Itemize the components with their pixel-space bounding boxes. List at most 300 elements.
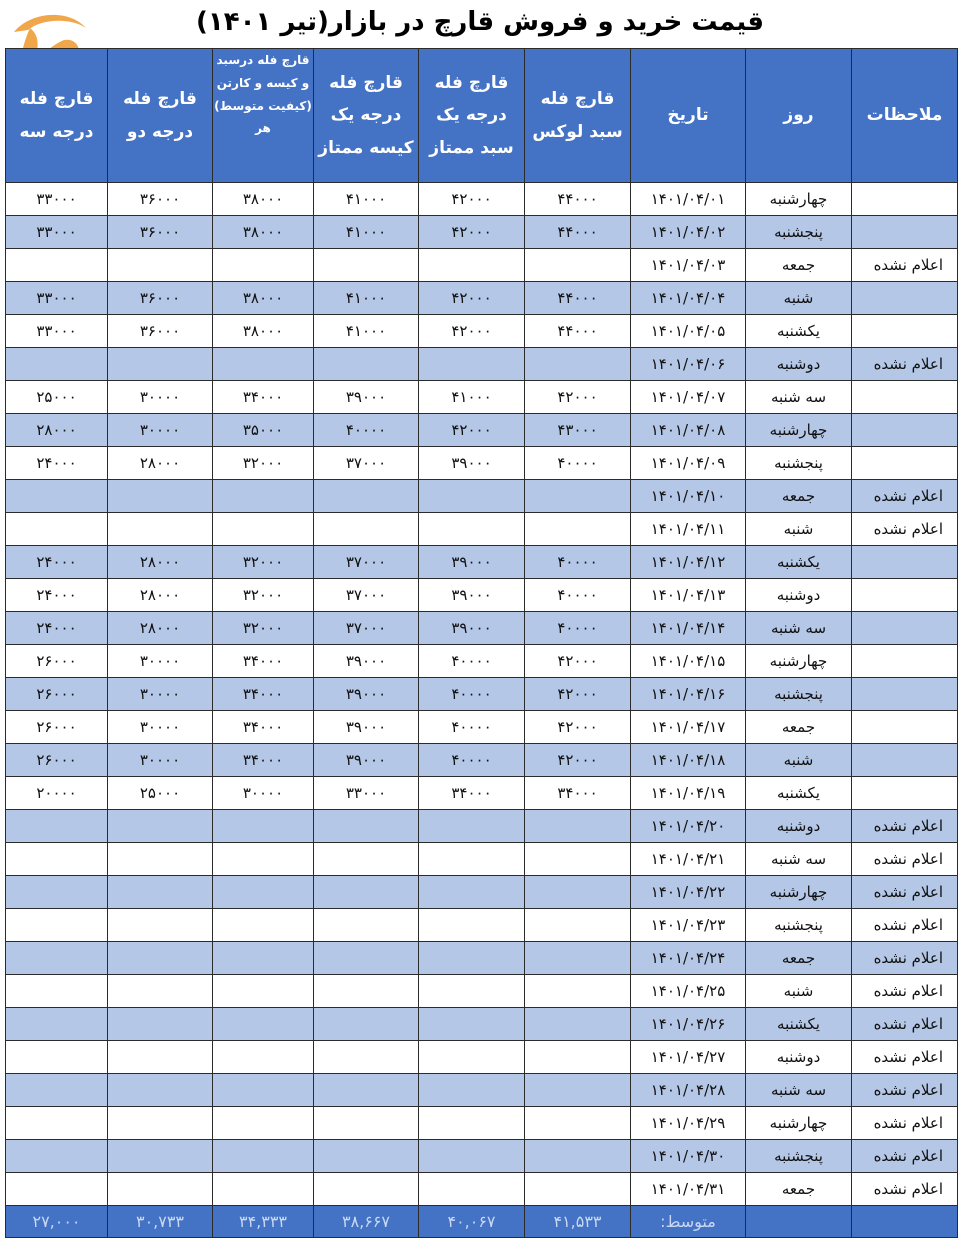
price-grade1-basket [419,1107,525,1140]
day-cell: جمعه [746,249,852,282]
price-grade2: ۳۶۰۰۰ [108,282,213,315]
date-cell: ۱۴۰۱/۰۴/۲۸ [631,1074,746,1107]
price-grade1-basket [419,975,525,1008]
price-grade3: ۲۶۰۰۰ [6,645,108,678]
table-row [6,447,958,480]
day-cell: سه شنبه [746,843,852,876]
price-grade1-bag [314,942,419,975]
price-medium-quality [213,1074,314,1107]
day-cell: شنبه [746,975,852,1008]
day-cell: پنجشنبه [746,678,852,711]
average-grade1-basket: ۴۰,۰۶۷ [419,1206,525,1238]
price-grade3 [6,1041,108,1074]
price-grade1-bag: ۳۷۰۰۰ [314,447,419,480]
price-medium-quality [213,513,314,546]
price-grade2: ۳۰۰۰۰ [108,678,213,711]
price-grade1-basket: ۴۰۰۰۰ [419,744,525,777]
price-grade3: ۳۳۰۰۰ [6,282,108,315]
price-grade1-basket: ۳۹۰۰۰ [419,546,525,579]
date-cell: ۱۴۰۱/۰۴/۱۶ [631,678,746,711]
price-lux-basket [525,348,631,381]
note-cell [852,282,958,315]
price-grade2 [108,249,213,282]
day-cell: پنجشنبه [746,1140,852,1173]
price-grade1-basket [419,810,525,843]
price-grade3 [6,876,108,909]
price-grade1-bag: ۴۱۰۰۰ [314,282,419,315]
table-row [6,216,958,249]
price-lux-basket: ۴۴۰۰۰ [525,183,631,216]
price-lux-basket: ۴۲۰۰۰ [525,744,631,777]
price-grade1-basket: ۴۲۰۰۰ [419,414,525,447]
date-cell: ۱۴۰۱/۰۴/۰۹ [631,447,746,480]
price-medium-quality [213,843,314,876]
date-cell: ۱۴۰۱/۰۴/۰۶ [631,348,746,381]
price-grade1-basket: ۳۹۰۰۰ [419,447,525,480]
price-grade1-bag: ۴۰۰۰۰ [314,414,419,447]
date-cell: ۱۴۰۱/۰۴/۰۳ [631,249,746,282]
day-cell: چهارشنبه [746,1107,852,1140]
price-grade2 [108,1140,213,1173]
day-cell: شنبه [746,513,852,546]
price-grade3 [6,1140,108,1173]
price-grade3: ۲۸۰۰۰ [6,414,108,447]
price-grade2: ۳۰۰۰۰ [108,711,213,744]
day-cell: پنجشنبه [746,447,852,480]
table-row [6,909,958,942]
price-lux-basket [525,810,631,843]
day-cell: دوشنبه [746,1041,852,1074]
date-cell: ۱۴۰۱/۰۴/۱۰ [631,480,746,513]
price-lux-basket [525,480,631,513]
table-row [6,249,958,282]
price-medium-quality: ۳۴۰۰۰ [213,678,314,711]
price-lux-basket: ۴۲۰۰۰ [525,711,631,744]
price-medium-quality: ۳۸۰۰۰ [213,216,314,249]
note-cell [852,744,958,777]
price-grade3 [6,942,108,975]
note-cell: اعلام نشده [852,1107,958,1140]
day-cell: سه شنبه [746,1074,852,1107]
date-cell: ۱۴۰۱/۰۴/۱۵ [631,645,746,678]
price-grade1-basket [419,909,525,942]
note-cell: اعلام نشده [852,480,958,513]
table-row [6,1173,958,1206]
price-grade1-bag [314,876,419,909]
price-lux-basket: ۴۴۰۰۰ [525,315,631,348]
price-lux-basket [525,975,631,1008]
price-grade2 [108,909,213,942]
price-medium-quality [213,249,314,282]
note-cell: اعلام نشده [852,513,958,546]
price-lux-basket: ۴۴۰۰۰ [525,282,631,315]
date-cell: ۱۴۰۱/۰۴/۱۳ [631,579,746,612]
day-cell: یکشنبه [746,315,852,348]
price-lux-basket: ۴۳۰۰۰ [525,414,631,447]
price-lux-basket: ۴۴۰۰۰ [525,216,631,249]
price-grade1-basket: ۴۲۰۰۰ [419,315,525,348]
date-cell: ۱۴۰۱/۰۴/۲۶ [631,1008,746,1041]
price-grade2: ۳۰۰۰۰ [108,744,213,777]
table-row [6,546,958,579]
price-medium-quality [213,876,314,909]
note-cell [852,645,958,678]
price-medium-quality: ۳۲۰۰۰ [213,546,314,579]
price-grade1-bag: ۳۷۰۰۰ [314,579,419,612]
price-grade1-bag: ۴۱۰۰۰ [314,216,419,249]
col-header-grade1-basket: قارچ فله درجه یک سبد ممتاز [419,49,525,183]
price-grade1-basket [419,942,525,975]
table-row [6,1140,958,1173]
note-cell [852,216,958,249]
price-grade3 [6,843,108,876]
average-label: متوسط: [631,1206,746,1238]
price-grade1-bag [314,1041,419,1074]
date-cell: ۱۴۰۱/۰۴/۲۴ [631,942,746,975]
price-grade3: ۲۶۰۰۰ [6,711,108,744]
price-grade3 [6,348,108,381]
price-lux-basket: ۴۰۰۰۰ [525,612,631,645]
note-cell: اعلام نشده [852,942,958,975]
price-medium-quality: ۳۴۰۰۰ [213,744,314,777]
price-grade1-basket [419,1008,525,1041]
price-grade3: ۲۰۰۰۰ [6,777,108,810]
date-cell: ۱۴۰۱/۰۴/۰۵ [631,315,746,348]
price-grade1-basket: ۴۰۰۰۰ [419,711,525,744]
day-cell: پنجشنبه [746,216,852,249]
price-grade3 [6,513,108,546]
note-cell: اعلام نشده [852,909,958,942]
day-cell: چهارشنبه [746,183,852,216]
price-grade2: ۲۵۰۰۰ [108,777,213,810]
table-row [6,876,958,909]
price-grade3 [6,810,108,843]
price-grade1-basket [419,1173,525,1206]
note-cell: اعلام نشده [852,975,958,1008]
table-row [6,513,958,546]
price-grade2 [108,513,213,546]
note-cell [852,777,958,810]
day-cell: شنبه [746,282,852,315]
price-grade1-bag [314,810,419,843]
note-cell [852,546,958,579]
date-cell: ۱۴۰۱/۰۴/۱۴ [631,612,746,645]
price-grade1-bag: ۳۹۰۰۰ [314,711,419,744]
price-lux-basket: ۴۲۰۰۰ [525,678,631,711]
date-cell: ۱۴۰۱/۰۴/۱۲ [631,546,746,579]
price-grade1-basket: ۴۰۰۰۰ [419,678,525,711]
price-medium-quality: ۳۲۰۰۰ [213,612,314,645]
table-row [6,1008,958,1041]
day-cell: چهارشنبه [746,876,852,909]
price-medium-quality: ۳۴۰۰۰ [213,645,314,678]
table-row [6,315,958,348]
table-row [6,1074,958,1107]
day-cell: جمعه [746,942,852,975]
table-row [6,183,958,216]
table-row [6,480,958,513]
table-row [6,579,958,612]
price-grade1-bag: ۴۱۰۰۰ [314,315,419,348]
price-grade3: ۲۴۰۰۰ [6,612,108,645]
price-grade2: ۲۸۰۰۰ [108,546,213,579]
price-grade3 [6,480,108,513]
date-cell: ۱۴۰۱/۰۴/۳۱ [631,1173,746,1206]
price-grade3 [6,909,108,942]
price-lux-basket [525,1008,631,1041]
price-grade1-bag [314,1074,419,1107]
average-row [6,1206,958,1238]
note-cell [852,579,958,612]
day-cell: جمعه [746,711,852,744]
price-medium-quality: ۳۴۰۰۰ [213,381,314,414]
price-grade2 [108,843,213,876]
price-medium-quality [213,1140,314,1173]
price-grade1-basket: ۴۰۰۰۰ [419,645,525,678]
table-row [6,645,958,678]
table-row [6,777,958,810]
note-cell [852,315,958,348]
price-medium-quality [213,1008,314,1041]
price-grade1-basket: ۴۱۰۰۰ [419,381,525,414]
date-cell: ۱۴۰۱/۰۴/۳۰ [631,1140,746,1173]
price-grade1-basket [419,1041,525,1074]
date-cell: ۱۴۰۱/۰۴/۰۴ [631,282,746,315]
price-grade1-bag [314,975,419,1008]
day-cell: سه شنبه [746,612,852,645]
date-cell: ۱۴۰۱/۰۴/۰۲ [631,216,746,249]
price-medium-quality [213,1173,314,1206]
price-grade2 [108,975,213,1008]
price-grade1-bag: ۳۹۰۰۰ [314,645,419,678]
price-grade2: ۳۶۰۰۰ [108,183,213,216]
price-medium-quality: ۳۵۰۰۰ [213,414,314,447]
price-grade1-bag [314,1140,419,1173]
price-grade3 [6,1074,108,1107]
price-grade1-basket [419,876,525,909]
price-medium-quality: ۳۸۰۰۰ [213,183,314,216]
price-grade2: ۳۶۰۰۰ [108,315,213,348]
price-grade1-bag [314,1173,419,1206]
day-cell: دوشنبه [746,348,852,381]
note-cell: اعلام نشده [852,249,958,282]
table-row [6,942,958,975]
price-grade1-basket [419,1140,525,1173]
price-grade2: ۳۰۰۰۰ [108,645,213,678]
note-cell: اعلام نشده [852,1008,958,1041]
date-cell: ۱۴۰۱/۰۴/۱۸ [631,744,746,777]
note-cell: اعلام نشده [852,1140,958,1173]
date-cell: ۱۴۰۱/۰۴/۲۳ [631,909,746,942]
price-lux-basket [525,876,631,909]
price-grade3: ۲۴۰۰۰ [6,546,108,579]
price-grade3: ۳۳۰۰۰ [6,315,108,348]
average-grade2: ۳۰,۷۳۳ [108,1206,213,1238]
price-grade1-basket: ۳۴۰۰۰ [419,777,525,810]
date-cell: ۱۴۰۱/۰۴/۰۱ [631,183,746,216]
table-body [6,183,958,1206]
price-lux-basket [525,909,631,942]
price-grade1-bag: ۳۳۰۰۰ [314,777,419,810]
table-row [6,348,958,381]
average-empty-cell [746,1206,852,1238]
price-grade1-basket [419,1074,525,1107]
date-cell: ۱۴۰۱/۰۴/۲۲ [631,876,746,909]
price-grade2: ۲۸۰۰۰ [108,612,213,645]
table-row [6,810,958,843]
price-grade1-bag [314,843,419,876]
col-header-notes: ملاحظات [852,49,958,183]
price-lux-basket [525,513,631,546]
price-grade1-basket: ۴۲۰۰۰ [419,216,525,249]
price-medium-quality [213,810,314,843]
price-grade3: ۲۴۰۰۰ [6,579,108,612]
day-cell: جمعه [746,480,852,513]
price-grade1-bag [314,1008,419,1041]
day-cell: یکشنبه [746,777,852,810]
price-grade1-bag [314,348,419,381]
price-grade2 [108,1008,213,1041]
price-lux-basket: ۴۲۰۰۰ [525,381,631,414]
price-grade2: ۲۸۰۰۰ [108,579,213,612]
note-cell: اعلام نشده [852,1173,958,1206]
price-medium-quality [213,909,314,942]
col-header-grade3: قارچ فله درجه سه [6,49,108,183]
date-cell: ۱۴۰۱/۰۴/۲۵ [631,975,746,1008]
price-grade3 [6,975,108,1008]
day-cell: دوشنبه [746,579,852,612]
day-cell: پنجشنبه [746,909,852,942]
table-row [6,843,958,876]
day-cell: یکشنبه [746,546,852,579]
price-grade1-bag: ۴۱۰۰۰ [314,183,419,216]
price-grade3: ۲۴۰۰۰ [6,447,108,480]
price-medium-quality [213,1107,314,1140]
note-cell: اعلام نشده [852,1041,958,1074]
price-grade1-basket [419,249,525,282]
note-cell [852,381,958,414]
price-grade2 [108,1173,213,1206]
day-cell: شنبه [746,744,852,777]
table-row [6,381,958,414]
col-header-medium-quality: قارچ فله درسبد و کیسه و کارتن (کیفیت متوسط) هر [213,49,314,183]
price-lux-basket: ۳۴۰۰۰ [525,777,631,810]
table-row [6,711,958,744]
date-cell: ۱۴۰۱/۰۴/۱۱ [631,513,746,546]
day-cell: چهارشنبه [746,645,852,678]
average-grade1-bag: ۳۸,۶۶۷ [314,1206,419,1238]
average-empty-cell [852,1206,958,1238]
average-medium-quality: ۳۴,۳۳۳ [213,1206,314,1238]
price-grade2: ۲۸۰۰۰ [108,447,213,480]
note-cell: اعلام نشده [852,348,958,381]
table-row [6,282,958,315]
price-grade1-basket [419,843,525,876]
header-row [6,49,958,183]
price-grade1-bag [314,909,419,942]
price-grade1-bag [314,1107,419,1140]
price-grade1-bag: ۳۷۰۰۰ [314,612,419,645]
table-row [6,744,958,777]
price-grade3: ۲۶۰۰۰ [6,744,108,777]
date-cell: ۱۴۰۱/۰۴/۱۷ [631,711,746,744]
price-medium-quality [213,480,314,513]
note-cell: اعلام نشده [852,810,958,843]
date-cell: ۱۴۰۱/۰۴/۲۰ [631,810,746,843]
price-grade2 [108,1041,213,1074]
price-grade3 [6,1107,108,1140]
price-medium-quality: ۳۰۰۰۰ [213,777,314,810]
table-row [6,414,958,447]
price-grade1-bag: ۳۹۰۰۰ [314,678,419,711]
price-grade3: ۳۳۰۰۰ [6,183,108,216]
price-medium-quality: ۳۲۰۰۰ [213,579,314,612]
price-grade1-bag: ۳۹۰۰۰ [314,381,419,414]
price-grade1-bag: ۳۹۰۰۰ [314,744,419,777]
price-grade2 [108,942,213,975]
price-grade1-basket [419,348,525,381]
table-row [6,612,958,645]
price-grade1-bag [314,513,419,546]
note-cell [852,183,958,216]
price-table [5,48,958,1238]
price-grade3: ۳۳۰۰۰ [6,216,108,249]
price-lux-basket: ۴۰۰۰۰ [525,447,631,480]
price-lux-basket [525,249,631,282]
price-grade1-basket: ۳۹۰۰۰ [419,612,525,645]
price-grade3: ۲۵۰۰۰ [6,381,108,414]
note-cell [852,414,958,447]
note-cell [852,612,958,645]
price-grade1-bag [314,480,419,513]
table-row [6,678,958,711]
col-header-day: روز [746,49,852,183]
price-grade2 [108,876,213,909]
col-header-lux-basket: قارچ فله سبد لوکس [525,49,631,183]
note-cell: اعلام نشده [852,1074,958,1107]
price-grade1-basket [419,513,525,546]
price-lux-basket: ۴۰۰۰۰ [525,579,631,612]
price-grade1-bag [314,249,419,282]
price-grade1-basket: ۳۹۰۰۰ [419,579,525,612]
price-grade2 [108,810,213,843]
price-lux-basket [525,843,631,876]
day-cell: جمعه [746,1173,852,1206]
note-cell: اعلام نشده [852,876,958,909]
table-row [6,1041,958,1074]
price-grade3 [6,1008,108,1041]
col-header-date: تاریخ [631,49,746,183]
page-title: قیمت خرید و فروش قارچ در بازار(تیر ۱۴۰۱) [195,7,765,37]
date-cell: ۱۴۰۱/۰۴/۰۷ [631,381,746,414]
price-lux-basket: ۴۰۰۰۰ [525,546,631,579]
day-cell: یکشنبه [746,1008,852,1041]
price-grade2: ۳۶۰۰۰ [108,216,213,249]
price-medium-quality: ۳۸۰۰۰ [213,282,314,315]
table-row [6,975,958,1008]
price-lux-basket [525,1041,631,1074]
date-cell: ۱۴۰۱/۰۴/۲۷ [631,1041,746,1074]
date-cell: ۱۴۰۱/۰۴/۰۸ [631,414,746,447]
price-lux-basket [525,1107,631,1140]
average-grade3: ۲۷,۰۰۰ [6,1206,108,1238]
price-medium-quality: ۳۴۰۰۰ [213,711,314,744]
date-cell: ۱۴۰۱/۰۴/۱۹ [631,777,746,810]
price-medium-quality [213,942,314,975]
price-grade1-bag: ۳۷۰۰۰ [314,546,419,579]
price-grade2: ۳۰۰۰۰ [108,381,213,414]
price-lux-basket [525,1074,631,1107]
